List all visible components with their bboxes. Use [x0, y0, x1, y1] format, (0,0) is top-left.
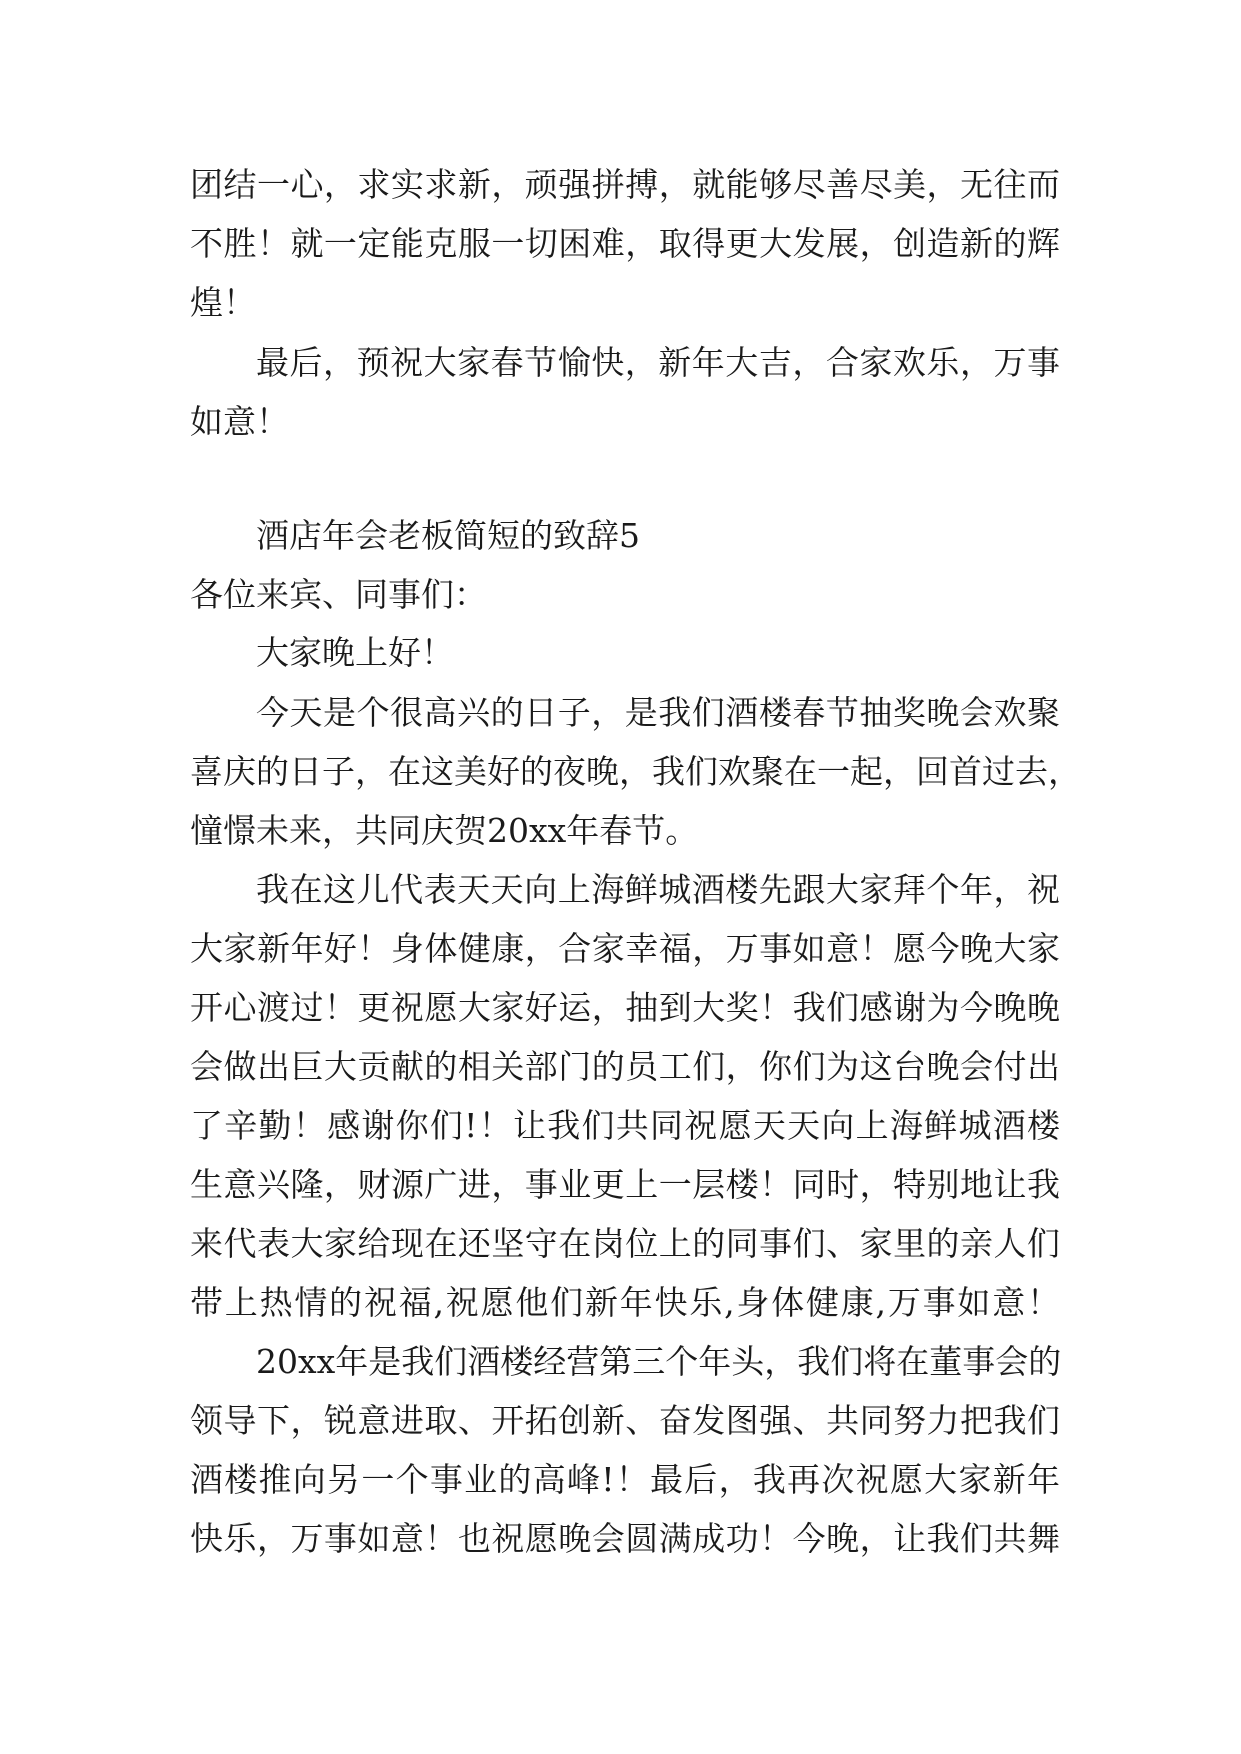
text-line: 来代表大家给现在还坚守在岗位上的同事们、家里的亲人们	[190, 1224, 1060, 1263]
text-line: 喜庆的日子，在这美好的夜晚，我们欢聚在一起，回首过去，	[190, 752, 1081, 791]
text-line: 最后，预祝大家春节愉快，新年大吉，合家欢乐，万事	[256, 343, 1060, 382]
text-line: 煌！	[190, 283, 256, 322]
text-line: 团结一心，求实求新，顽强拼搏，就能够尽善尽美，无往而	[190, 165, 1060, 204]
greeting: 大家晚上好！	[256, 633, 454, 672]
text-line: 如意！	[190, 402, 289, 441]
text-line: 20xx年是我们酒楼经营第三个年头，我们将在董事会的	[256, 1342, 1062, 1381]
text-line: 我在这儿代表天天向上海鲜城酒楼先跟大家拜个年，祝	[256, 870, 1060, 909]
text-line: 大家新年好！身体健康，合家幸福，万事如意！愿今晚大家	[190, 929, 1060, 968]
text-line: 了辛勤！感谢你们!！让我们共同祝愿天天向上海鲜城酒楼	[190, 1106, 1060, 1145]
text-line: 不胜！就一定能克服一切困难，取得更大发展，创造新的辉	[190, 224, 1060, 263]
salutation: 各位来宾、同事们：	[190, 575, 487, 614]
text-line: 今天是个很高兴的日子，是我们酒楼春节抽奖晚会欢聚	[256, 693, 1060, 732]
text-line: 快乐，万事如意！也祝愿晚会圆满成功！今晚，让我们共舞	[190, 1519, 1060, 1558]
text-line: 生意兴隆，财源广进，事业更上一层楼！同时，特别地让我	[190, 1165, 1060, 1204]
text-line: 开心渡过！更祝愿大家好运，抽到大奖！我们感谢为今晚晚	[190, 988, 1060, 1027]
text-line: 领导下，锐意进取、开拓创新、奋发图强、共同努力把我们	[190, 1401, 1060, 1440]
section-title: 酒店年会老板简短的致辞5	[256, 516, 640, 555]
text-line: 酒楼推向另一个事业的高峰!！最后，我再次祝愿大家新年	[190, 1460, 1060, 1499]
text-line: 带上热情的祝福,祝愿他们新年快乐,身体健康,万事如意！	[190, 1283, 1060, 1322]
text-line: 会做出巨大贡献的相关部门的员工们，你们为这台晚会付出	[190, 1047, 1060, 1086]
text-line: 憧憬未来，共同庆贺20xx年春节。	[190, 811, 699, 850]
